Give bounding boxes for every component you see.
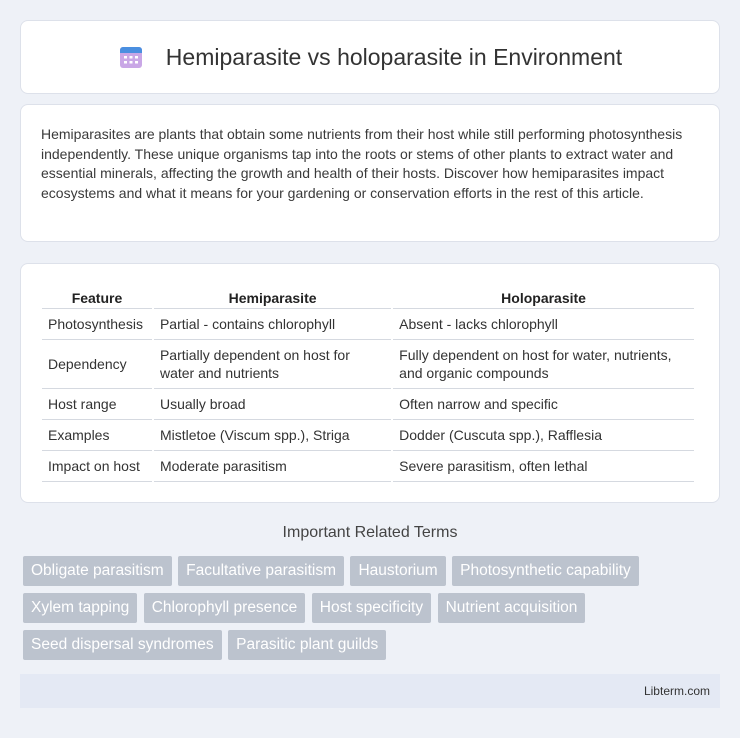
table-cell: Dependency <box>42 340 152 389</box>
comparison-table <box>40 284 696 482</box>
table-cell: Fully dependent on host for water, nutrients, and organic compounds <box>393 340 694 389</box>
header-feature: Feature <box>42 284 152 309</box>
table-row <box>42 389 694 420</box>
tag-host-specificity[interactable]: Host specificity <box>312 593 431 623</box>
table-cell: Usually broad <box>154 389 391 420</box>
table-cell: Absent - lacks chlorophyll <box>393 309 694 340</box>
table-cell: Often narrow and specific <box>393 389 694 420</box>
table-cell: Moderate parasitism <box>154 451 391 482</box>
table-cell: Severe parasitism, often lethal <box>393 451 694 482</box>
comparison-card <box>20 263 720 503</box>
tag-parasitic-plant-guilds[interactable]: Parasitic plant guilds <box>228 630 386 660</box>
table-cell: Dodder (Cuscuta spp.), Rafflesia <box>393 420 694 451</box>
table-row <box>42 451 694 482</box>
table-row <box>42 340 694 389</box>
header-holoparasite: Holoparasite <box>393 284 694 309</box>
table-header-row <box>42 284 694 309</box>
tag-seed-dispersal-syndromes[interactable]: Seed dispersal syndromes <box>23 630 222 660</box>
title-card <box>20 20 720 94</box>
table-cell: Partially dependent on host for water and nutrients <box>154 340 391 389</box>
table-cell: Host range <box>42 389 152 420</box>
table-row <box>42 420 694 451</box>
tag-photosynthetic-capability[interactable]: Photosynthetic capability <box>452 556 639 586</box>
tag-xylem-tapping[interactable]: Xylem tapping <box>23 593 137 623</box>
related-terms-title: Important Related Terms <box>282 524 458 541</box>
table-cell: Photosynthesis <box>42 309 152 340</box>
tag-chlorophyll-presence[interactable]: Chlorophyll presence <box>144 593 306 623</box>
intro-paragraph: Hemiparasites are plants that obtain some nutrients from their host while still performing photosynthesis independently. These unique organisms tap into the roots or stems of other plants to extract water and essential minerals, affecting the growth and health of their hosts. Discover how hemiparasites impact ecosystems and what it means for your gardening or conservation efforts in the rest of this article. <box>41 126 683 201</box>
tag-obligate-parasitism[interactable]: Obligate parasitism <box>23 556 172 586</box>
table-cell: Impact on host <box>42 451 152 482</box>
footer-brand-link[interactable]: Libterm.com <box>643 684 710 698</box>
footer <box>20 674 720 708</box>
page-title: Hemiparasite vs holoparasite in Environment <box>165 43 623 70</box>
table-row <box>42 309 694 340</box>
table-cell: Partial - contains chlorophyll <box>154 309 391 340</box>
table-cell: Examples <box>42 420 152 451</box>
tag-haustorium[interactable]: Haustorium <box>350 556 445 586</box>
calendar-icon <box>118 44 144 70</box>
related-terms-list <box>23 556 723 667</box>
header-hemiparasite: Hemiparasite <box>154 284 391 309</box>
intro-card <box>20 104 720 242</box>
table-cell: Mistletoe (Viscum spp.), Striga <box>154 420 391 451</box>
tag-facultative-parasitism[interactable]: Facultative parasitism <box>178 556 344 586</box>
tag-nutrient-acquisition[interactable]: Nutrient acquisition <box>438 593 586 623</box>
